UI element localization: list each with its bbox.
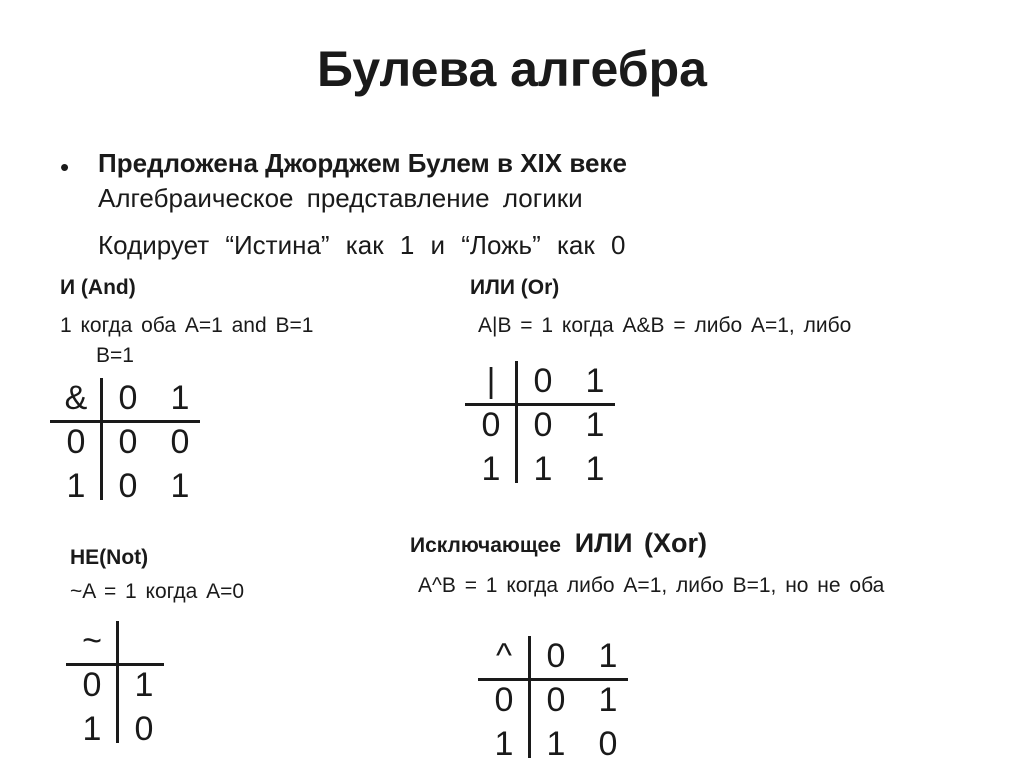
table-cell: 1: [585, 406, 605, 444]
table-row-header: 0: [82, 666, 102, 704]
xor-heading-prefix: Исключающее: [410, 534, 561, 557]
bullet-point-icon: •: [60, 152, 70, 182]
table-row-header: 1: [494, 725, 514, 763]
xor-heading-main: ИЛИ (Xor): [574, 528, 707, 558]
table-operator-symbol: &: [64, 379, 88, 417]
table-column-header: 1: [585, 362, 605, 400]
not-truth-table: [66, 621, 170, 753]
table-column-header: 0: [533, 362, 553, 400]
slide-title: Булева алгебра: [317, 41, 707, 97]
table-column-divider: [528, 636, 531, 758]
table-cell: 1: [598, 681, 618, 719]
or-description: A|B = 1 когда A&B = либо A=1, либо: [478, 314, 852, 337]
table-cell: 0: [546, 681, 566, 719]
table-column-header: 0: [546, 637, 566, 675]
table-cell: 1: [134, 666, 154, 704]
or-truth-table: [465, 361, 615, 493]
table-cell: 1: [533, 450, 553, 488]
xor-description: A^B = 1 когда либо A=1, либо B=1, но не оба: [418, 574, 885, 597]
table-header-divider: [478, 678, 628, 681]
and-description-continued: B=1: [96, 344, 134, 367]
table-column-header: 1: [170, 379, 190, 417]
table-row-header: 0: [481, 406, 501, 444]
table-column-divider: [515, 361, 518, 483]
table-cell: 0: [533, 406, 553, 444]
table-cell: 0: [598, 725, 618, 763]
table-operator-symbol: ~: [82, 622, 102, 660]
table-row-header: 1: [82, 710, 102, 748]
and-truth-table: [50, 378, 200, 510]
and-heading: И (And): [60, 276, 136, 299]
not-description: ~A = 1 когда A=0: [70, 580, 245, 603]
table-header-divider: [465, 403, 615, 406]
or-heading: ИЛИ (Or): [470, 276, 560, 299]
table-cell: 0: [134, 710, 154, 748]
table-cell: 0: [118, 467, 138, 505]
table-header-divider: [50, 420, 200, 423]
table-column-divider: [116, 621, 119, 743]
table-cell: 0: [118, 423, 138, 461]
xor-truth-table: [478, 636, 628, 768]
and-description: 1 когда оба A=1 and B=1: [60, 314, 314, 337]
table-row-header: 1: [66, 467, 86, 505]
table-row-header: 0: [66, 423, 86, 461]
table-cell: 1: [546, 725, 566, 763]
table-cell: 1: [585, 450, 605, 488]
table-row-header: 1: [481, 450, 501, 488]
not-heading: НЕ(Not): [70, 546, 149, 569]
bullet-line-2: Кодирует “Истина” как 1 и “Ложь” как 0: [98, 230, 626, 260]
table-cell: 1: [170, 467, 190, 505]
table-cell: 0: [170, 423, 190, 461]
table-column-header: 1: [598, 637, 618, 675]
table-column-header: 0: [118, 379, 138, 417]
table-column-divider: [100, 378, 103, 500]
xor-heading: [410, 528, 707, 559]
table-header-divider: [66, 663, 164, 666]
bullet-line-1: Алгебраическое представление логики: [98, 183, 583, 213]
bullet-heading: Предложена Джорджем Булем в XIX веке: [98, 148, 627, 178]
table-operator-symbol: ^: [496, 637, 512, 675]
table-row-header: 0: [494, 681, 514, 719]
table-operator-symbol: |: [486, 362, 496, 400]
